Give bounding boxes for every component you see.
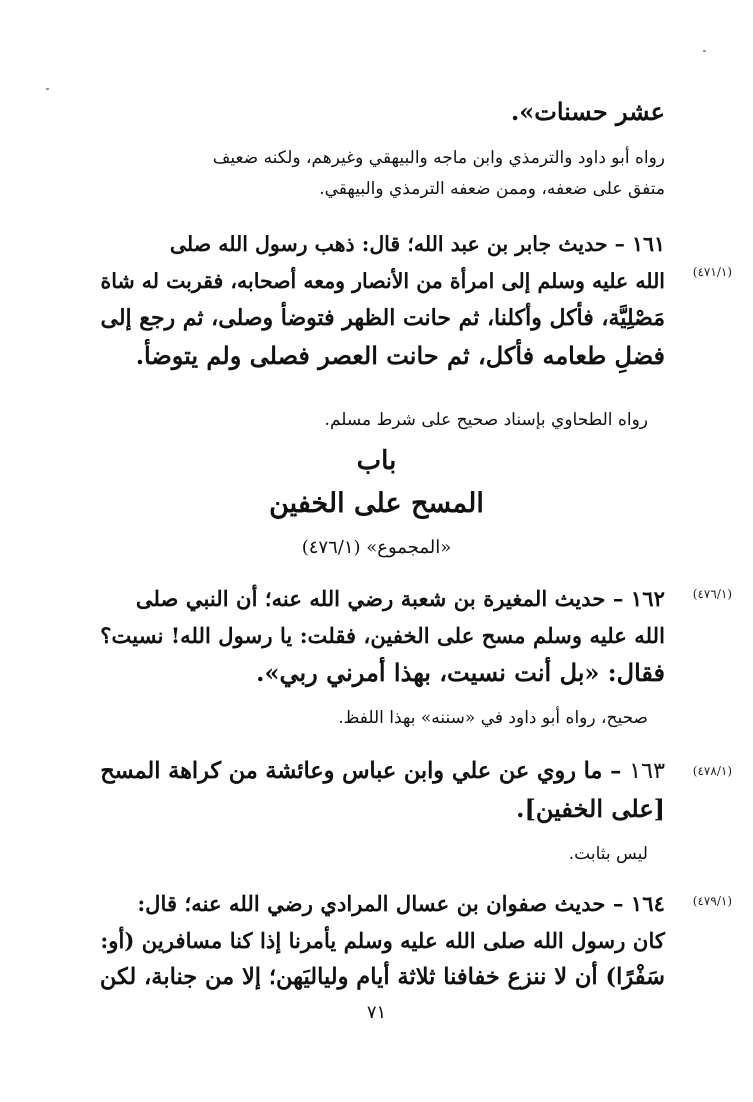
hadith-161-commentary <box>325 405 648 436</box>
hadith-line: مَصْلِيَّة، فأكل وأكلنا، ثم حانت الظهر فتوضأ وصلى، ثم رجع إلى <box>100 305 665 331</box>
hadith-163-commentary <box>569 839 648 870</box>
hadith-line <box>100 580 665 617</box>
hadith-number: ١٦٣ <box>629 758 665 784</box>
hadith-reference: (٤٧٩/١) <box>692 894 732 908</box>
continuation-line: عشر حسنات». <box>510 97 665 126</box>
hadith-161 <box>101 226 666 374</box>
hadith-number: ١٦٢ <box>630 586 665 611</box>
page-number: ٧١ <box>366 1002 387 1023</box>
hadith-line: فقال: «بل أنت نسيت، بهذا أمرني ربي». <box>256 658 665 687</box>
section-title: المسح على الخفين <box>269 488 484 519</box>
hadith-text: – حديث جابر بن عبد الله؛ قال: ذهب رسول الله صلى <box>169 232 625 256</box>
hadith-line: [على الخفين]. <box>516 794 665 823</box>
hadith-number: ١٦١ <box>632 232 665 256</box>
hadith-reference: (٤٧٨/١) <box>692 764 732 778</box>
hadith-text: – حديث صفوان بن عسال المرادي رضي الله عنه؛ قال: <box>137 891 624 916</box>
scan-speck <box>46 88 49 90</box>
bab-heading: باب <box>356 446 397 476</box>
hadith-line: الله عليه وسلم إلى امرأة من الأنصار ومعه أصحابه، فقربت له شاة <box>100 269 665 293</box>
hadith-162-commentary <box>338 703 648 734</box>
hadith-162 <box>100 580 665 691</box>
hadith-line <box>100 753 665 790</box>
continuation-text <box>511 93 665 130</box>
hadith-text: – حديث المغيرة بن شعبة رضي الله عنه؛ أن النبي صلى <box>135 586 624 611</box>
commentary-line: صحيح، رواه أبو داود في «سننه» بهذا اللفظ. <box>338 708 648 728</box>
commentary-line: متفق على ضعفه، وممن ضعفه الترمذي والبيهقي. <box>319 179 665 199</box>
hadith-text: – ما روي عن علي وابن عباس وعائشة من كراهة المسح <box>100 758 622 784</box>
section-source: «المجموع» (٤٧٦/١) <box>301 537 452 558</box>
commentary-line: ليس بثابت. <box>568 844 648 864</box>
hadith-line: سَفْرًا) أن لا ننزع خفافنا ثلاثة أيام ولياليَهن؛ إلا من جنابة، لكن <box>99 964 665 990</box>
commentary-line: رواه الطحاوي بإسناد صحيح على شرط مسلم. <box>324 410 648 430</box>
hadith-line <box>101 226 666 263</box>
hadith-164 <box>100 885 665 996</box>
hadith-reference: (٤٧٦/١) <box>692 587 732 601</box>
hadith-line: كان رسول الله صلى الله عليه وسلم يأمرنا إذا كنا مسافرين (أو: <box>100 928 665 953</box>
hadith-line <box>100 885 665 922</box>
commentary-line: رواه أبو داود والترمذي وابن ماجه والبيهقي وغيرهم، ولكنه ضعيف <box>212 148 665 168</box>
hadith-reference: (٤٧١/١) <box>692 265 732 279</box>
continuation-commentary <box>213 143 665 205</box>
hadith-line: فضلِ طعامه فأكل، ثم حانت العصر فصلى ولم يتوضأ. <box>135 341 665 370</box>
scan-speck <box>703 50 706 52</box>
hadith-163 <box>100 753 665 827</box>
hadith-line: الله عليه وسلم مسح على الخفين، فقلت: يا رسول الله! نسيت؟ <box>100 623 665 648</box>
hadith-number: ١٦٤ <box>630 891 665 916</box>
